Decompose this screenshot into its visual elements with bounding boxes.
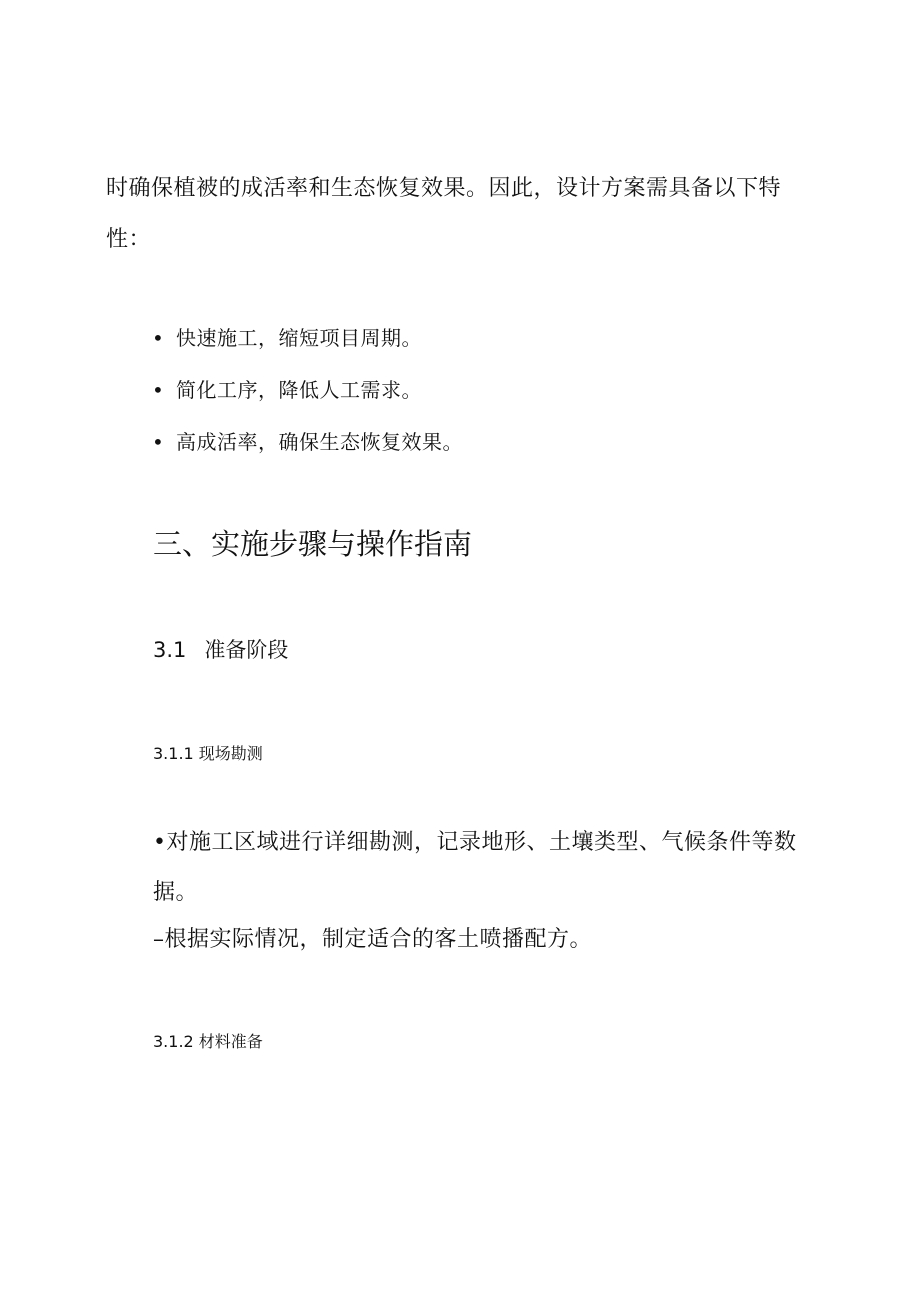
section-heading: 三、实施步骤与操作指南 bbox=[153, 527, 473, 561]
list-item bbox=[152, 420, 463, 472]
survey-paragraph: •对施工区域进行详细勘测，记录地形、土壤类型、气候条件等数据。 bbox=[153, 830, 797, 905]
subsection-number: 3.1 bbox=[153, 638, 187, 662]
list-item bbox=[152, 368, 463, 420]
subsubsection-heading-3-1-1: 3.1.1 现场勘测 bbox=[153, 744, 263, 763]
formula-paragraph: –根据实际情况，制定适合的客土喷播配方。 bbox=[153, 927, 593, 952]
subsection-title: 准备阶段 bbox=[204, 638, 289, 662]
bullet-icon: • bbox=[152, 378, 165, 402]
bullet-icon: • bbox=[152, 326, 165, 350]
list-item bbox=[152, 316, 463, 368]
features-list bbox=[152, 316, 463, 472]
bullet-icon: • bbox=[152, 430, 165, 454]
intro-paragraph: 时确保植被的成活率和生态恢复效果。因此，设计方案需具备以下特性： bbox=[106, 176, 782, 252]
list-item-text: 简化工序，降低人工需求。 bbox=[176, 378, 422, 402]
subsubsection-heading-3-1-2: 3.1.2 材料准备 bbox=[153, 1032, 263, 1051]
list-item-text: 快速施工，缩短项目周期。 bbox=[176, 326, 422, 350]
list-item-text: 高成活率，确保生态恢复效果。 bbox=[176, 430, 463, 454]
subsection-heading bbox=[153, 632, 288, 668]
